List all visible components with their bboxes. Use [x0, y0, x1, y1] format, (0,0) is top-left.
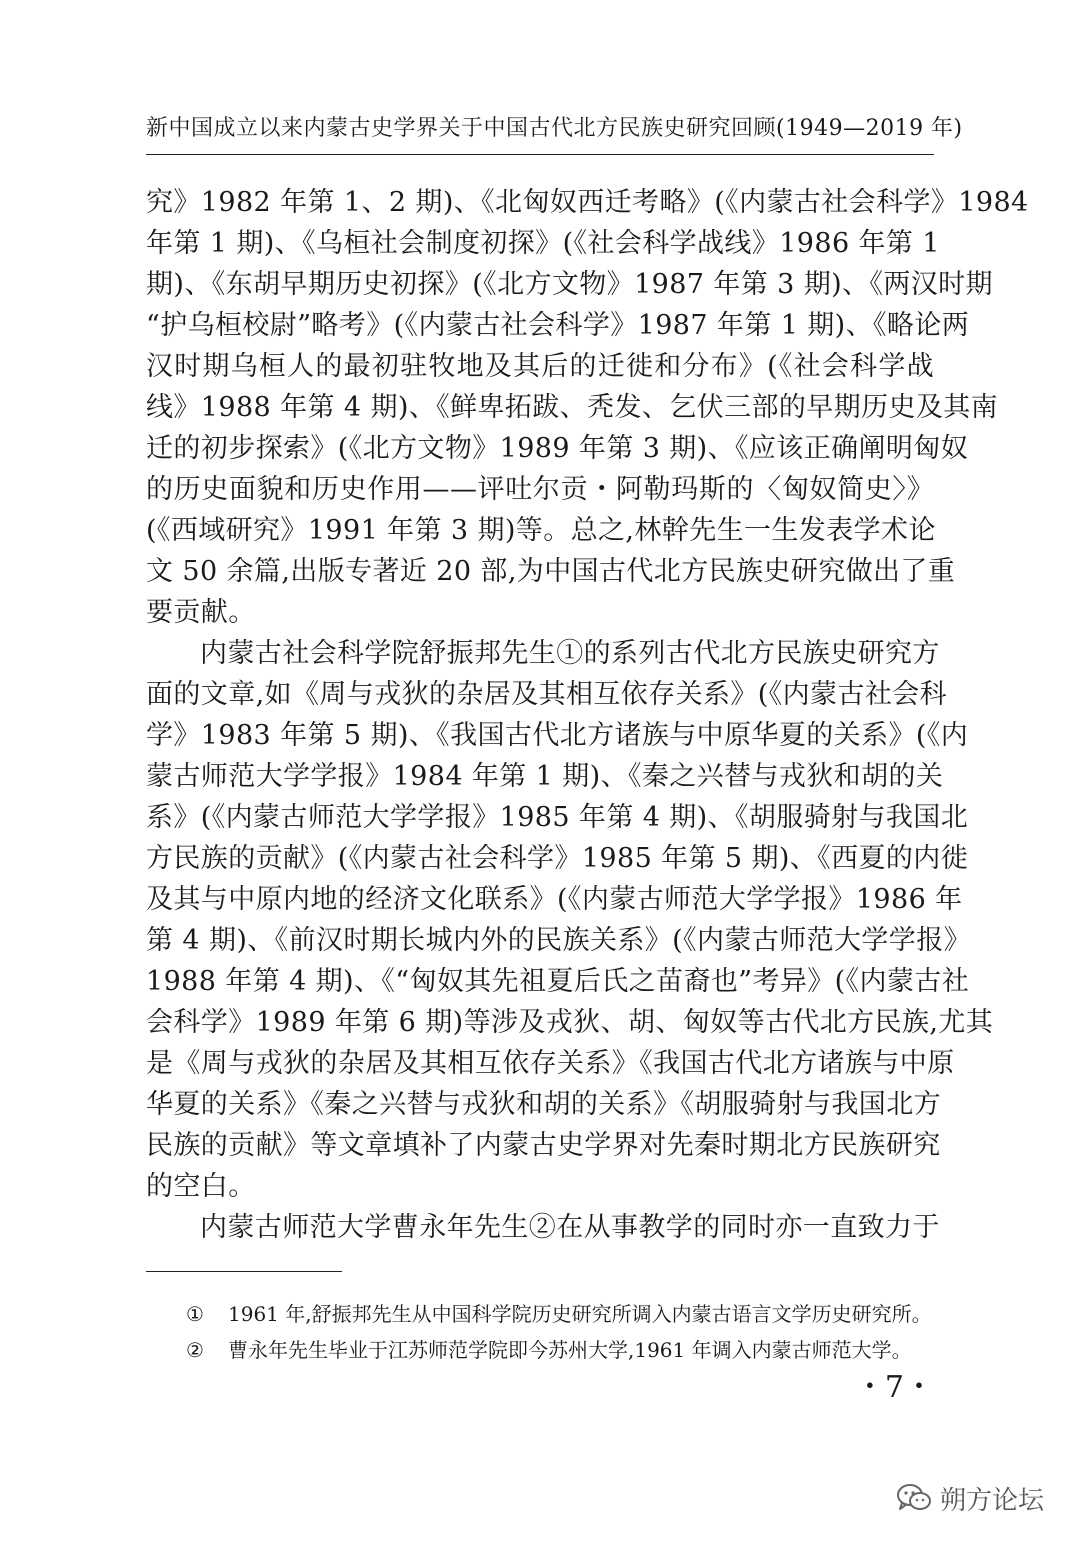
text-line: 学》1983 年第 5 期)、《我国古代北方诸族与中原华夏的关系》(《内	[146, 720, 969, 751]
text-line: 究》1982 年第 1、2 期)、《北匈奴西迁考略》(《内蒙古社会科学》1984	[146, 187, 1029, 218]
paragraph-first-line: 内蒙古社会科学院舒振邦先生①的系列古代北方民族史研究方	[200, 638, 940, 669]
text-line: 方民族的贡献》(《内蒙古社会科学》1985 年第 5 期)、《西夏的内徙	[146, 843, 969, 874]
watermark	[896, 1478, 1044, 1518]
text-line: 的历史面貌和历史作用——评吐尔贡・阿勒玛斯的〈匈奴简史〉》	[146, 474, 934, 505]
footnote-text: 曹永年先生毕业于江苏师范学院即今苏州大学,1961 年调入内蒙古师范大学。	[228, 1338, 912, 1362]
text-line: “护乌桓校尉”略考》(《内蒙古社会科学》1987 年第 1 期)、《略论两	[146, 310, 970, 341]
text-line: 会科学》1989 年第 6 期)等涉及戎狄、胡、匈奴等古代北方民族,尤其	[146, 1007, 994, 1038]
page-number: ・7・	[854, 1370, 934, 1405]
text-line: 是《周与戎狄的杂居及其相互依存关系》《我国古代北方诸族与中原	[146, 1048, 955, 1079]
text-line: 蒙古师范大学学报》1984 年第 1 期)、《秦之兴替与戎狄和胡的关	[146, 761, 944, 792]
text-line: 期)、《东胡早期历史初探》(《北方文物》1987 年第 3 期)、《两汉时期	[146, 269, 993, 300]
text-line: 迁的初步探索》(《北方文物》1989 年第 3 期)、《应该正确阐明匈奴	[146, 433, 969, 464]
header-rule	[146, 154, 934, 155]
wechat-icon	[896, 1483, 932, 1513]
text-line: 汉时期乌桓人的最初驻牧地及其后的迁徙和分布》(《社会科学战	[146, 351, 934, 382]
footnote	[186, 1296, 934, 1332]
text-line: 系》(《内蒙古师范大学学报》1985 年第 4 期)、《胡服骑射与我国北	[146, 802, 969, 833]
text-line: 年第 1 期)、《乌桓社会制度初探》(《社会科学战线》1986 年第 1	[146, 228, 940, 259]
text-line: 民族的贡献》等文章填补了内蒙古史学界对先秦时期北方民族研究	[146, 1130, 941, 1161]
running-head: 新中国成立以来内蒙古史学界关于中国古代北方民族史研究回顾(1949—2019 年)	[146, 116, 963, 141]
footnote-mark: ②	[186, 1338, 204, 1362]
text-line: 及其与中原内地的经济文化联系》(《内蒙古师范大学学报》1986 年	[146, 884, 963, 915]
text-line: 1988 年第 4 期)、《“匈奴其先祖夏后氏之苗裔也”考异》(《内蒙古社	[146, 966, 970, 997]
text-line: 第 4 期)、《前汉时期长城内外的民族关系》(《内蒙古师范大学学报》	[146, 925, 972, 956]
text-line: 要贡献。	[146, 597, 256, 628]
footnotes	[186, 1296, 934, 1368]
footnote-mark: ①	[186, 1302, 204, 1326]
text-line: 华夏的关系》《秦之兴替与戎狄和胡的关系》《胡服骑射与我国北方	[146, 1089, 941, 1120]
text-line: 线》1988 年第 4 期)、《鲜卑拓跋、秃发、乞伏三部的早期历史及其南	[146, 392, 999, 423]
text-line: (《西域研究》1991 年第 3 期)等。总之,林幹先生一生发表学术论	[146, 515, 936, 546]
footnote	[186, 1332, 934, 1368]
footnote-text: 1961 年,舒振邦先生从中国科学院历史研究所调入内蒙古语言文学历史研究所。	[228, 1302, 932, 1326]
text-line: 面的文章,如《周与戎狄的杂居及其相互依存关系》(《内蒙古社会科	[146, 679, 948, 710]
paragraph-first-line: 内蒙古师范大学曹永年先生②在从事教学的同时亦一直致力于	[200, 1212, 940, 1243]
text-line: 文 50 余篇,出版专著近 20 部,为中国古代北方民族史研究做出了重	[146, 556, 956, 587]
body-text	[146, 182, 1029, 1248]
watermark-text: 朔方论坛	[940, 1485, 1045, 1516]
text-line: 的空白。	[146, 1171, 256, 1202]
footnote-rule	[146, 1271, 342, 1272]
